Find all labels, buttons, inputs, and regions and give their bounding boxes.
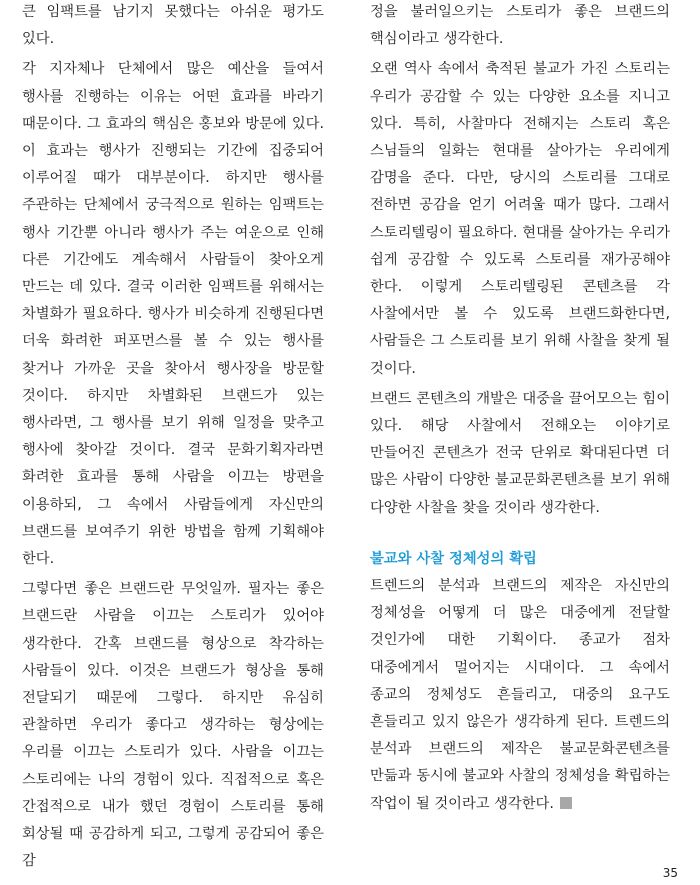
right-column (370, 0, 670, 821)
body-paragraph: 정을 불러일으키는 스토리가 좋은 브랜드의 핵심이라고 생각한다. (370, 4, 670, 48)
left-column (22, 0, 324, 879)
page-number: 35 (662, 866, 678, 880)
body-paragraph: 각 지자체나 단체에서 많은 예산을 들여서 행사를 진행하는 이유는 어떤 효과를 바라기 때문이다. 그 효과의 핵심은 홍보와 방문에 있다. 이 효과는 행사가 진행되는 기간에 집중되어 이루어질 때가 대부분이다. 하지만 행사를 주관하는 단체에서 궁극적으로 원하는 임팩트는 행사 기간뿐 아니라 행사가 주는 여운으로 인해 다른 기간에도 계속해서 사람들이 찾아오게 만드는 데 있다. 결국 이러한 임팩트를 위해서는 차별화가 필요하다. 행사가 비슷하게 진행된다면 더욱 화려한 퍼포먼스를 볼 수 있는 행사를 찾거나 가까운 곳을 찾아서 행사장을 방문할 것이다. 하지만 차별화된 브랜드가 있는 행사라면, 그 행사를 보기 위해 일정을 맞추고 행사에 찾아갈 것이다. 결국 문화기획자라면 화려한 효과를 통해 사람을 이끄는 방편을 이용하되, 그 속에서 사람들에게 자신만의 브랜드를 보여주기 위한 방법을 함께 기획해야 한다. (22, 61, 324, 568)
section-heading: 불교와 사찰 정체성의 확립 (370, 550, 537, 567)
body-paragraph: 그렇다면 좋은 브랜드란 무엇일까. 필자는 좋은 브랜드란 사람을 이끄는 스토리가 있어야 생각한다. 간혹 브랜드를 형상으로 착각하는 사람들이 있다. 이것은 브랜드가 형상을 통해 전달되기 때문에 그렇다. 하지만 유심히 관찰하면 우리가 좋다고 생각하는 형상에는 우리를 이끄는 스토리가 있다. 사람을 이끄는 스토리에는 나의 경험이 있다. 직접적으로 혹은 간접적으로 내가 했던 경험이 스토리를 통해 회상될 때 공감하게 되고, 그렇게 공감되어 좋은 감 (22, 581, 324, 870)
body-paragraph: 오랜 역사 속에서 축적된 불교가 가진 스토리는 우리가 공감할 수 있는 다양한 요소를 지니고 있다. 특히, 사찰마다 전해지는 스토리 혹은 스님들의 일화는 현대를 살아가는 우리에게 감명을 준다. 다만, 당시의 스토리를 그대로 전하면 공감을 얻기 어려울 때가 많다. 그래서 스토리텔링이 필요하다. 현대를 살아가는 우리가 쉽게 공감할 수 있도록 스토리를 재가공해야 한다. 이렇게 스토리텔링된 콘텐츠를 각 사찰에서만 볼 수 있도록 브랜드화한다면, 사람들은 그 스토리를 보기 위해 사찰을 찾게 될 것이다. (370, 61, 670, 377)
body-paragraph: 브랜드 콘텐츠의 개발은 대중을 끌어모으는 힘이 있다. 해당 사찰에서 전해오는 이야기로 만들어진 콘텐츠가 전국 단위로 확대된다면 더 많은 사람이 다양한 불교문화콘텐츠를 보기 위해 다양한 사찰을 찾을 것이라 생각한다. (370, 390, 670, 516)
section-paragraph (370, 573, 670, 818)
section-paragraph-text: 트렌드의 분석과 브랜드의 제작은 자신만의 정체성을 어떻게 더 많은 대중에게 전달할 것인가에 대한 기획이다. 종교가 점차 대중에게서 멀어지는 시대이다. 그 속에서 종교의 정체성도 흔들리고, 대중의 요구도 흔들리고 있지 않은가 생각하게 된다. 트렌드의 분석과 브랜드의 제작은 불교문화콘텐츠를 만듦과 동시에 불교와 사찰의 정체성을 확립하는 작업이 될 것이라고 생각한다. (370, 578, 670, 812)
end-of-article-mark (560, 797, 572, 809)
body-paragraph: 큰 임팩트를 남기지 못했다는 아쉬운 평가도 있다. (22, 4, 324, 48)
